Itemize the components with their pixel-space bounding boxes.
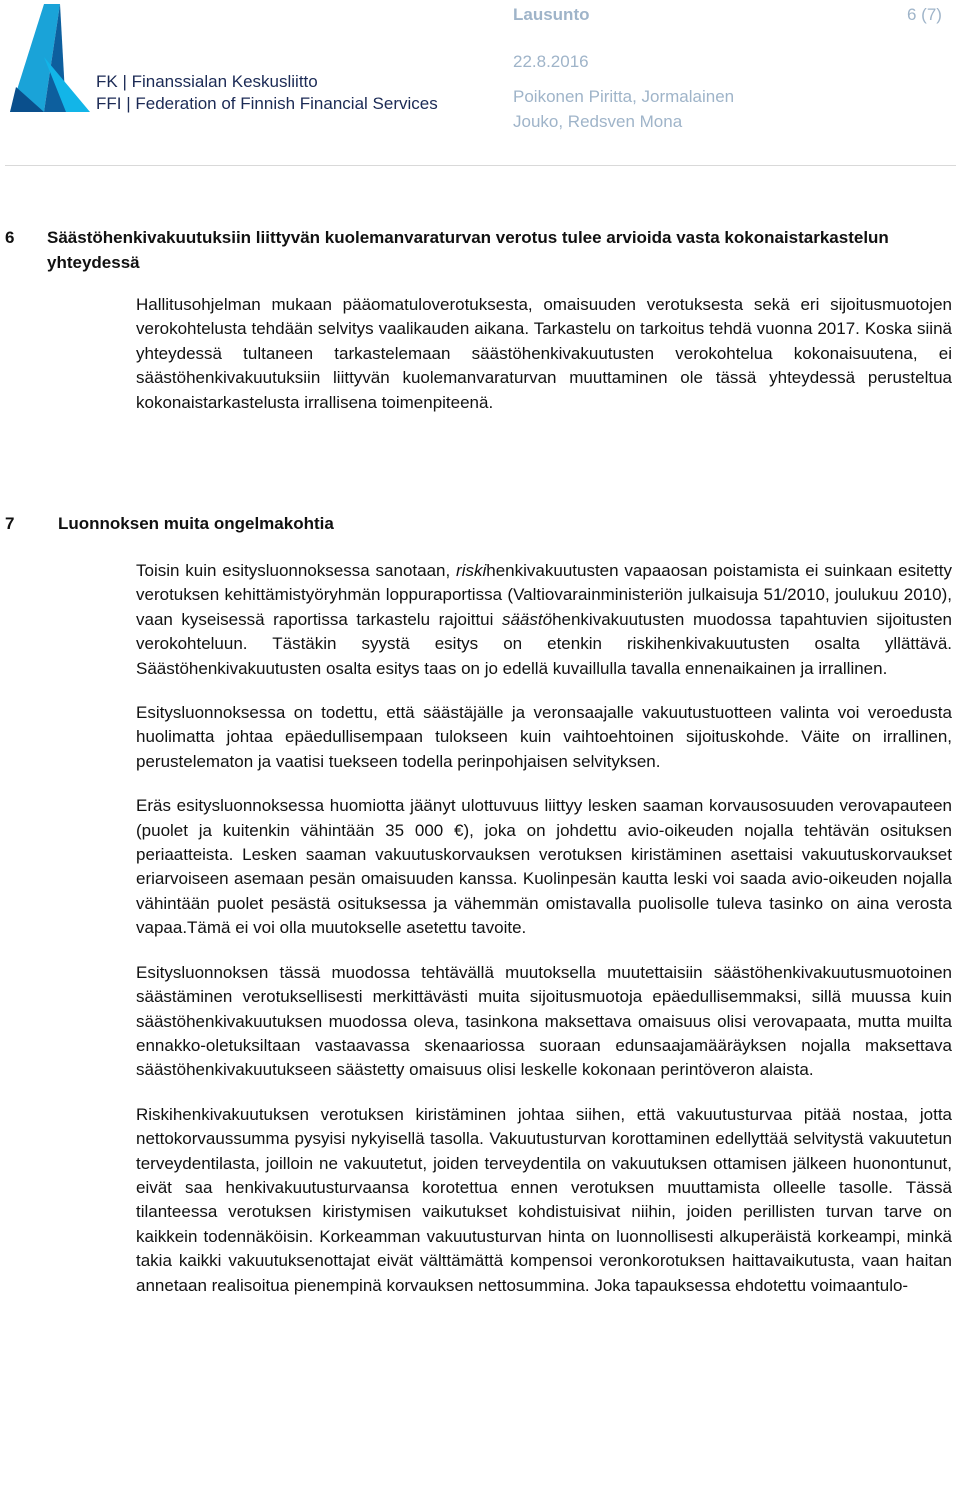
paragraph: Riskihenkivakuutuksen verotuksen kiristäminen johtaa siihen, että vakuutusturvaa pitää nostaa, jotta nettokorvaussumma pysyisi nykyisellä tasolla. Vakuutusturvan korottaminen edellyttää selvitystä vakuutetun terveydentilasta, joilloin ne vakuutetut, joiden terveydentila on vakuutuksen ottamisen jälkeen huonontunut, eivät saa henkivakuutusturvaansa korotettua ennen verotuksen muuttamista olleelle tasolle. Tässä tilanteessa verotuksen kiristymisen vaikutukset kohdistuisivat niihin, joiden perillisten turvan tarve on kaikkein todennäköisin. Korkeamman vakuutusturvan hinta on luonnollisesti alkuperäistä korkeampi, minkä takia kaikki vakuutuksenottajat eivät välttämättä kompensoi veronkorotuksen haittavaikutusta, vaan haitan annetaan realisoitua pienempinä korvauksen nettosummina. Joka tapauksessa ehdotettu voimaantulo- — [136, 1104, 952, 1295]
section-title: Luonnoksen muita ongelmakohtia — [58, 514, 334, 533]
section-6-heading — [5, 225, 950, 275]
paragraph: Esitysluonnoksessa on todettu, että säästäjälle ja veronsaajalle vakuutustuotteen valinta voi veroedusta huolimatta johtaa epäedullisempaan tulokseen kuin vaihtoehtoinen sijoituskohde. Väite on irrallinen, perustelematon ja vaatisi tuekseen todella perinpohjaisen selvityksen. — [136, 703, 952, 771]
paragraph: Eräs esitysluonnoksessa huomiotta jäänyt ulottuvuus liittyy lesken saaman korvausosuuden verovapauteen (puolet ja kuitenkin vähintään 35 000 €), joka on johdettu avio-oikeuden nojalla tehtävän osituksen periaatteista. Lesken saaman vakuutuskorvauksen verotuksen kiristäminen asettaisi vakuutuskorvaukset eriarvoiseen asemaan pesän omaisuuden kanssa. Kuolinpesän kautta leski voi saada avio-oikeuden nojalla vähintään puolet pesästä osituksessa ja vähemmän omistavalla puolisolle tuleva tasinko on aina verosta vapaa.Tämä ei voi olla muutokselle asetettu tavoite. — [136, 796, 952, 938]
text-run: henkivakuutusten muodossa tapahtuvien sijoitusten verokohteluun. Tästäkin syystä esitys on etenkin riskihenkivakuutusten osalta yllättävä. Säästöhenkivakuutusten osalta esitys taas on jo edellä kuvaillulla tavalla ennenaikainen ja irrallinen. — [136, 609, 953, 678]
page-number: 6 (7) — [907, 5, 942, 24]
ffi-logo — [4, 2, 438, 113]
section-7-body — [136, 559, 952, 1318]
document-type: Lausunto — [513, 5, 590, 24]
logo-shard-graphic — [4, 2, 99, 114]
emphasis: riski — [456, 561, 487, 580]
section-6-body — [136, 293, 952, 435]
section-7-heading — [5, 511, 950, 536]
section-number: 6 — [5, 228, 15, 247]
document-authors: Poikonen Piritta, Jormalainen Jouko, Redsven Mona — [513, 87, 735, 131]
paragraph — [136, 559, 952, 681]
paragraph: Esitysluonnoksen tässä muodossa tehtävällä muutoksella muutettaisiin säästöhenkivakuutusmuotoinen säästäminen verotuksellisesti merkittävästi muita sijoitusmuotoja epäedullisemmaksi, sillä muussa kuin säästöhenkivakuutuksen muodossa oleva, tasinkona maksettava omaisuus olisi verovapaata, mutta muilta ennakko-oletuksiltaan vastaavassa skenaariossa suoraan edunsaajamääräyksen nojalla maksettava säästöhenkivakuutukseen säästetty omaisuus olisi leskelle kokonaan perintöveron alaista. — [136, 962, 952, 1080]
section-title: Säästöhenkivakuutuksiin liittyvän kuolemanvaraturvan verotus tulee arvioida vasta kokonaistarkastelun yhteydessä — [47, 228, 889, 272]
text-run: henkivakuutusten vapaaosan poistamista ei suinkaan esitetty verotuksen kehittämistyöryhmän loppuraportissa (Valtiovarainministeriön julkaisuja 51/2010, joulukuu 2010), vaan kyseisessä raportissa tarkastelu rajoittui — [136, 561, 952, 629]
logo-text-fi: FK | Finanssialan Keskusliitto — [96, 72, 318, 91]
section-number: 7 — [5, 514, 15, 533]
paragraph: Hallitusohjelman mukaan pääomatuloverotuksesta, omaisuuden verotuksesta sekä eri sijoitusmuotojen verokohtelusta tehdään selvitys vaalikauden aikana. Tarkastelu on tarkoitus tehdä vuonna 2017. Koska siinä yhteydessä tultaneen tarkastelemaan säästöhenkivakuutusten verokohtelua kokonaisuutena, ei säästöhenkivakuutuksiin liittyvän kuolemanvaraturvan muuttaminen ole tässä yhteydessä perusteltua kokonaistarkastelusta irrallisena toimenpiteenä. — [136, 295, 952, 412]
text-run: Toisin kuin esitysluonnoksessa sanotaan, — [136, 561, 457, 580]
logo-text-en: FFI | Federation of Finnish Financial Services — [96, 94, 438, 113]
emphasis: säästö — [501, 609, 553, 629]
header-divider — [5, 165, 956, 166]
document-date: 22.8.2016 — [513, 52, 589, 71]
